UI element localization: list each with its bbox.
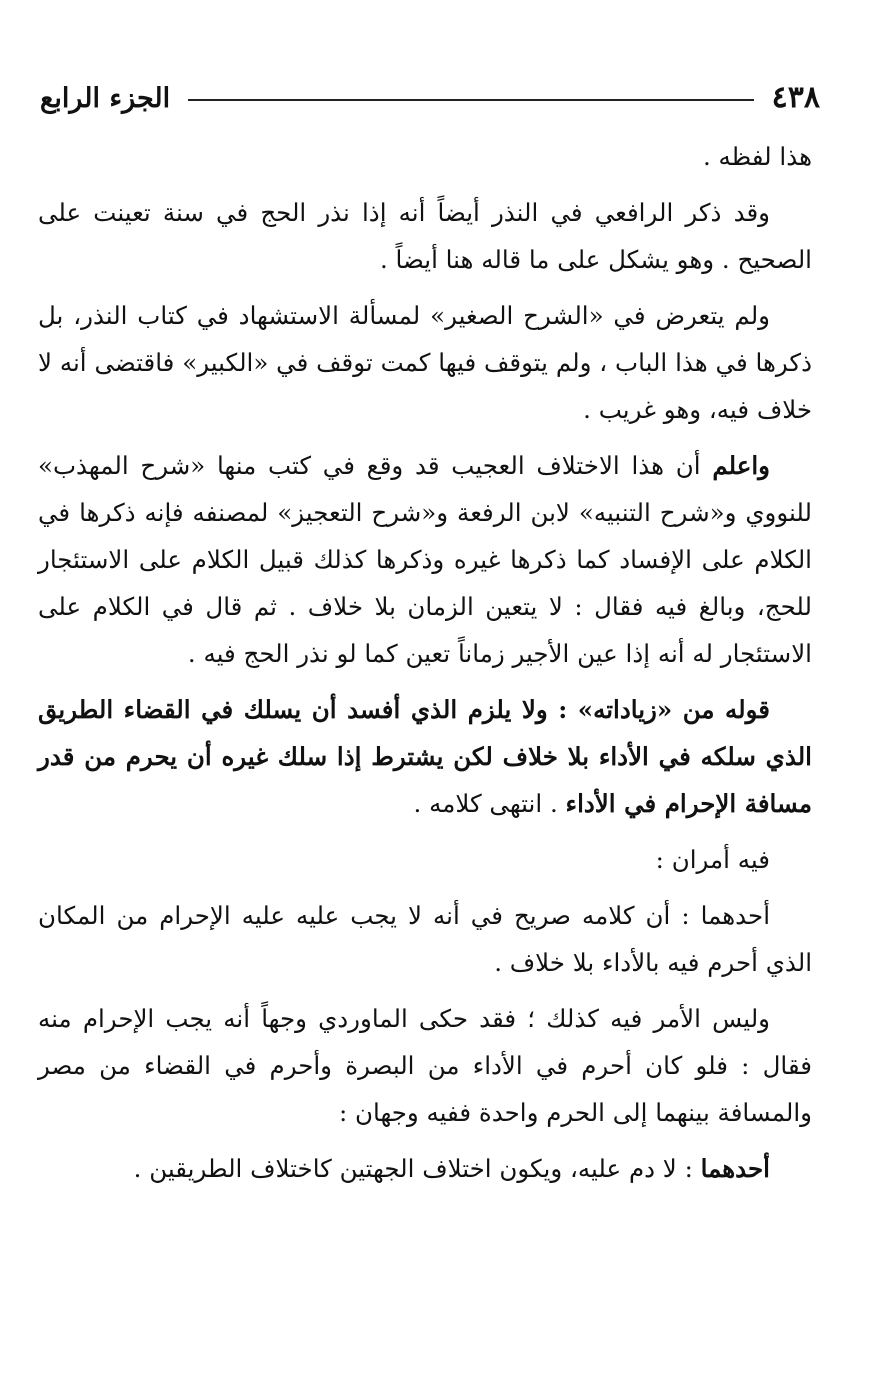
paragraph-6 [38, 836, 812, 883]
body-text [38, 133, 812, 1201]
paragraph-7 [38, 892, 812, 986]
paragraph-text: وليس الأمر فيه كذلك ؛ فقد حكى الماوردي وجهاً أنه يجب الإحرام منه فقال : فلو كان أحرم في الأداء من البصرة وأحرم في القضاء من مصر والمسافة بينهما إلى الحرم واحدة ففيه وجهان : [38, 1004, 812, 1127]
paragraph-text: ولم يتعرض في «الشرح الصغير» لمسألة الاستشهاد في كتاب النذر، بل ذكرها في هذا الباب ، ولم يتوقف فيها كمت توقف في «الكبير» فاقتضى أنه لا خلاف فيه، وهو غريب . [38, 301, 812, 424]
paragraph-text: . انتهى كلامه . [413, 789, 566, 818]
paragraph-2 [38, 189, 812, 283]
paragraph-lead: أحدهما [700, 1154, 770, 1183]
running-title: الجزء الرابع [40, 82, 171, 114]
paragraph-text: : لا دم عليه، ويكون اختلاف الجهتين كاختلاف الطريقين . [133, 1154, 701, 1183]
page-number: ٤٣٨ [771, 80, 820, 115]
paragraph-3 [38, 292, 812, 433]
paragraph-8 [38, 995, 812, 1136]
paragraph-lead: واعلم [712, 451, 770, 480]
paragraph-9 [38, 1145, 812, 1192]
paragraph-text: أحدهما : أن كلامه صريح في أنه لا يجب عليه عليه الإحرام من المكان الذي أحرم فيه بالأداء بلا خلاف . [38, 901, 812, 977]
paragraph-text: وقد ذكر الرافعي في النذر أيضاً أنه إذا نذر الحج في سنة تعينت على الصحيح . وهو يشكل على ما قاله هنا أيضاً . [38, 198, 812, 274]
paragraph-5 [38, 686, 812, 827]
page-header [40, 78, 820, 118]
paragraph-lead: قوله من «زياداته» : ولا يلزم الذي أفسد أن يسلك في القضاء الطريق الذي سلكه في الأداء بلا خلاف لكن يشترط إذا سلك غيره أن يحرم من قدر مسافة الإحرام في الأداء [38, 695, 812, 818]
paragraph-text: أن هذا الاختلاف العجيب قد وقع في كتب منها «شرح المهذب» للنووي و«شرح التنبيه» لابن الرفعة و«شرح التعجيز» لمصنفه فإنه ذكرها في الكلام على الإفساد كما ذكرها غيره وذكرها كذلك قبيل الكلام على الاستئجار للحج، وبالغ فيه فقال : لا يتعين الزمان بلا خلاف . ثم قال في الكلام على الاستئجار له أنه إذا عين الأجير زماناً تعين كما لو نذر الحج فيه . [38, 451, 812, 668]
header-rule [188, 99, 753, 101]
paragraph-1 [38, 133, 812, 180]
paragraph-text: فيه أمران : [655, 845, 770, 874]
paragraph-text: هذا لفظه . [702, 142, 812, 171]
paragraph-4 [38, 442, 812, 677]
